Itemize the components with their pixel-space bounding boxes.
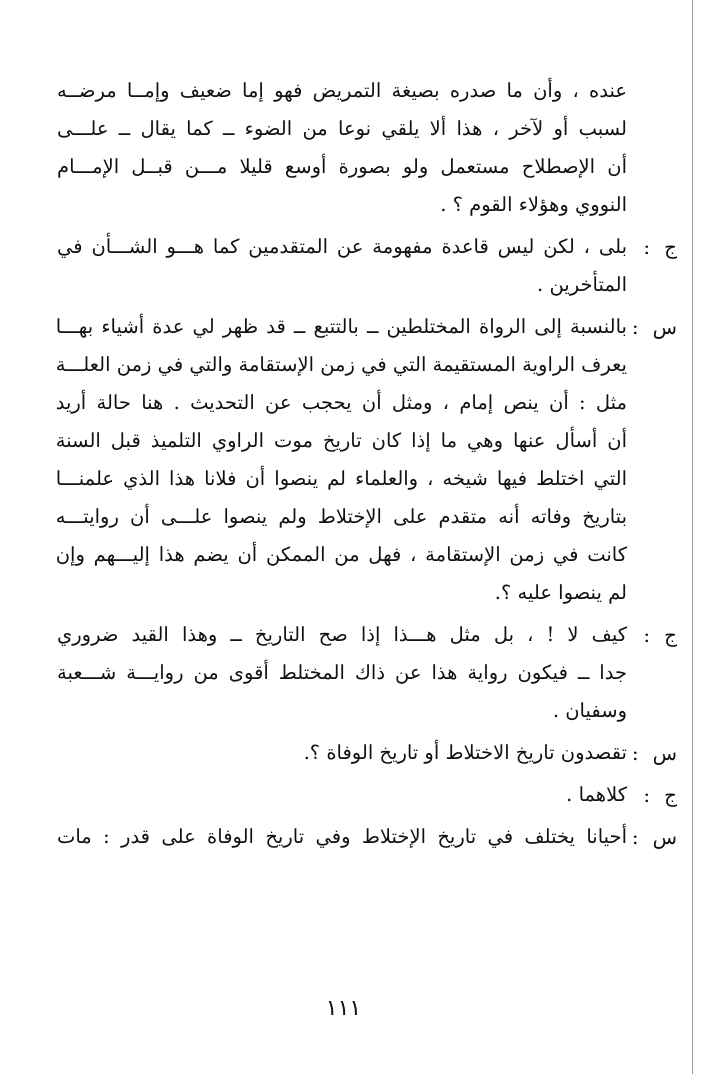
answer-entry [57,776,677,814]
question-entry [57,818,677,856]
text-line: بالنسبة إلى الرواة المختلطين ــ بالتتبع ــ قد ظهر لي عدة أشياء بهـــا [55,315,627,338]
marker-colon: : [643,235,651,259]
text-line: أن الإصطلاح مستعمل ولو بصورة أوسع قليلا مـــن قبــل الإمـــام [57,155,627,178]
question-entry [57,734,677,772]
marker-colon: : [643,783,651,807]
entry-text [57,616,627,730]
text-line: النووي وهؤلاء القوم ؟ . [440,193,627,216]
text-line: وسفيان . [552,699,627,722]
entry-text [57,776,627,814]
marker-letter: ج [664,623,677,647]
marker-letter: ج [664,783,677,807]
entry-marker [627,228,677,266]
marker-colon: : [643,623,651,647]
text-line: بلى ، لكن ليس قاعدة مفهومة عن المتقدمين كما هـــو الشـــأن في [57,235,627,258]
text-line: جدا ــ فيكون رواية هذا عن ذاك المختلط أقوى من روايـــة شـــعبة [57,661,627,684]
paragraph-text [57,72,627,224]
entry-text [57,818,627,856]
marker-colon: : [631,741,639,765]
text-line: يعرف الراوية المستقيمة التي في زمن الإستقامة والتي في زمن العلـــة [55,353,627,376]
page-edge-line [692,0,693,1074]
text-line: التي اختلط فيها شيخه ، والعلماء لم ينصوا أن فلانا هذا الذي علمنـــا [55,467,627,490]
page-body [57,72,677,860]
paragraph-continuation [57,72,677,224]
entry-text [56,308,627,612]
marker-letter: س [652,315,677,339]
answer-entry [57,616,677,730]
text-line: مثل : أن ينص إمام ، ومثل أن يحجب عن التحديث . هنا حالة أريد [55,391,627,414]
text-line: تقصدون تاريخ الاختلاط أو تاريخ الوفاة ؟. [303,741,627,764]
marker-letter: س [652,825,677,849]
text-line: كلاهما . [566,783,627,806]
text-line: عنده ، وأن ما صدره بصيغة التمريض فهو إما ضعيف وإمــا مرضــه [57,79,627,102]
page-number: ١١١ [325,996,362,1021]
entry-marker [627,616,677,654]
entry-text [57,734,627,772]
entry-marker [627,776,677,814]
marker-colon: : [631,315,639,339]
text-line: كيف لا ! ، بل مثل هـــذا إذا صح التاريخ ــ وهذا القيد ضروري [57,623,627,646]
marker-letter: س [652,741,677,765]
entry-marker [627,818,677,856]
entry-marker [627,308,677,346]
text-line: لم ينصوا عليه ؟. [494,581,627,604]
text-line: المتأخرين . [537,273,627,296]
question-entry [57,308,677,612]
entry-text [57,228,627,304]
text-line: لسبب أو لآخر ، هذا ألا يلقي نوعا من الضوء ــ كما يقال ــ علـــى [57,117,627,140]
marker-colon: : [631,825,639,849]
answer-entry [57,228,677,304]
text-line: أن أسأل عنها وهي ما إذا كان تاريخ موت الراوي التلميذ قبل السنة [55,429,627,452]
text-line: بتاريخ وفاته أنه متقدم على الإختلاط ولم ينصوا علـــى أن روايتـــه [55,505,627,528]
text-line: كانت في زمن الإستقامة ، فهل من الممكن أن يضم هذا إليـــهم وإن [55,543,627,566]
marker-letter: ج [664,235,677,259]
entry-marker [627,734,677,772]
text-line: أحيانا يختلف في تاريخ الإختلاط وفي تاريخ الوفاة على قدر : مات [57,825,627,848]
